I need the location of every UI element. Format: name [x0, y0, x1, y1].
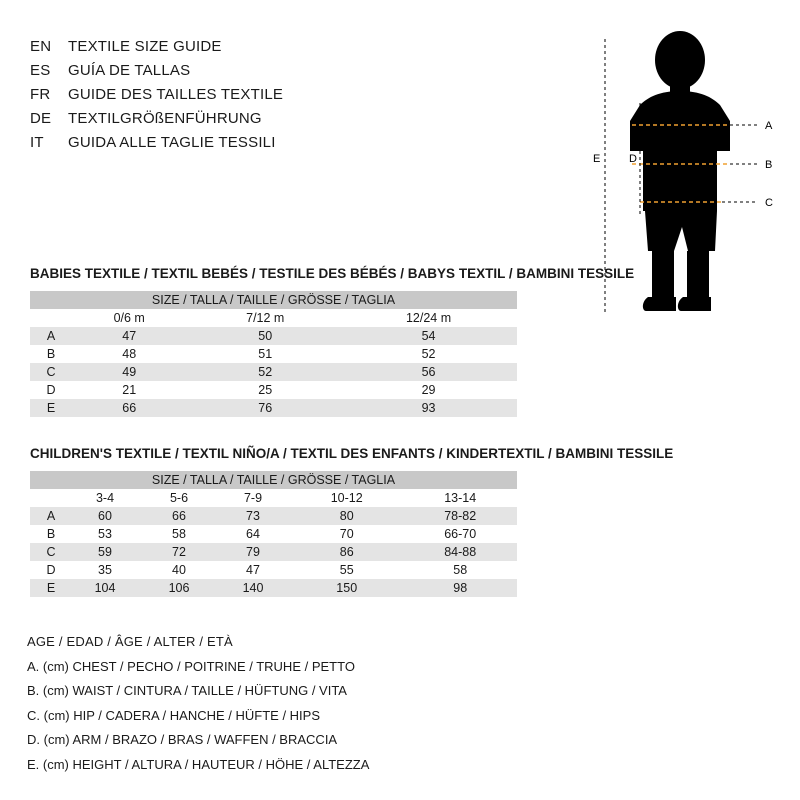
legend-item-hip: C. (cm) HIP / CADERA / HANCHE / HÜFTE / HIPS: [27, 707, 321, 723]
cell: 106: [142, 579, 216, 597]
table-row: [30, 543, 517, 561]
cell: 25: [190, 381, 340, 399]
cell: 78-82: [403, 507, 517, 525]
cell: 59: [68, 543, 142, 561]
table-header-row: [30, 489, 517, 507]
language-code: DE: [30, 110, 52, 127]
cell: 40: [142, 561, 216, 579]
column-header: 5-6: [142, 489, 216, 507]
legend-item-chest: A. (cm) CHEST / PECHO / POITRINE / TRUHE / PETTO: [27, 658, 355, 674]
cell: 53: [68, 525, 142, 543]
babies-size-table: [30, 291, 517, 417]
children-band-label: SIZE / TALLA / TAILLE / GRÖSSE / TAGLIA: [30, 471, 517, 489]
legend-heading: AGE / EDAD / ÂGE / ALTER / ETÀ: [27, 634, 233, 649]
column-header: 12/24 m: [340, 309, 517, 327]
row-label: D: [30, 381, 68, 399]
row-label: C: [30, 363, 68, 381]
row-label: A: [30, 507, 68, 525]
figure-label-c: C: [765, 197, 773, 209]
language-code: IT: [30, 134, 44, 151]
figure-label-b: B: [765, 159, 773, 171]
cell: 66: [68, 399, 190, 417]
row-label: E: [30, 579, 68, 597]
corner-cell: [30, 489, 68, 507]
cell: 64: [216, 525, 290, 543]
table-row: [30, 345, 517, 363]
table-row: [30, 561, 517, 579]
cell: 49: [68, 363, 190, 381]
language-title: GUIDA ALLE TAGLIE TESSILI: [68, 134, 276, 151]
cell: 66: [142, 507, 216, 525]
corner-cell: [30, 309, 68, 327]
cell: 79: [216, 543, 290, 561]
cell: 98: [403, 579, 517, 597]
legend-item-height: E. (cm) HEIGHT / ALTURA / HAUTEUR / HÖHE / ALTEZZA: [27, 756, 370, 772]
cell: 73: [216, 507, 290, 525]
figure-label-e: E: [593, 153, 601, 165]
language-title: GUIDE DES TAILLES TEXTILE: [68, 86, 284, 103]
cell: 29: [340, 381, 517, 399]
cell: 50: [190, 327, 340, 345]
language-row: [30, 86, 450, 110]
legend-item-waist: B. (cm) WAIST / CINTURA / TAILLE / HÜFTUNG / VITA: [27, 683, 347, 698]
language-title: TEXTILGRÖßENFÜHRUNG: [68, 110, 262, 127]
children-size-table: [30, 471, 517, 597]
table-row: [30, 507, 517, 525]
cell: 84-88: [403, 543, 517, 561]
cell: 86: [290, 543, 403, 561]
table-row: [30, 399, 517, 417]
cell: 52: [190, 363, 340, 381]
cell: 35: [68, 561, 142, 579]
cell: 72: [142, 543, 216, 561]
cell: 56: [340, 363, 517, 381]
cell: 51: [190, 345, 340, 363]
children-section-title: CHILDREN'S TEXTILE / TEXTIL NIÑO/A / TEXTIL DES ENFANTS / KINDERTEXTIL / BAMBINI TESSILE: [30, 446, 674, 461]
column-header: 0/6 m: [68, 309, 190, 327]
row-label: C: [30, 543, 68, 561]
legend-block: [27, 630, 369, 777]
cell: 66-70: [403, 525, 517, 543]
cell: 58: [142, 525, 216, 543]
column-header: 7-9: [216, 489, 290, 507]
cell: 76: [190, 399, 340, 417]
cell: 104: [68, 579, 142, 597]
column-header: 10-12: [290, 489, 403, 507]
cell: 52: [340, 345, 517, 363]
row-label: B: [30, 345, 68, 363]
figure-label-a: A: [765, 120, 773, 132]
column-header: 13-14: [403, 489, 517, 507]
language-title: TEXTILE SIZE GUIDE: [68, 38, 222, 55]
babies-band-label: SIZE / TALLA / TAILLE / GRÖSSE / TAGLIA: [30, 291, 517, 309]
cell: 54: [340, 327, 517, 345]
row-label: D: [30, 561, 68, 579]
cell: 47: [216, 561, 290, 579]
cell: 21: [68, 381, 190, 399]
table-band-row: [30, 291, 517, 309]
row-label: E: [30, 399, 68, 417]
language-code: ES: [30, 62, 51, 79]
table-row: [30, 525, 517, 543]
language-row: [30, 62, 450, 86]
language-code: FR: [30, 86, 51, 103]
cell: 48: [68, 345, 190, 363]
table-row: [30, 579, 517, 597]
child-silhouette-icon: [630, 31, 730, 311]
table-band-row: [30, 471, 517, 489]
table-row: [30, 327, 517, 345]
language-title: GUÍA DE TALLAS: [68, 62, 191, 79]
table-row: [30, 381, 517, 399]
column-header: 7/12 m: [190, 309, 340, 327]
table-row: [30, 363, 517, 381]
cell: 60: [68, 507, 142, 525]
babies-section-title: BABIES TEXTILE / TEXTIL BEBÉS / TESTILE DES BÉBÉS / BABYS TEXTIL / BAMBINI TESSILE: [30, 266, 635, 281]
cell: 55: [290, 561, 403, 579]
language-row: [30, 134, 450, 158]
language-row: [30, 110, 450, 134]
column-header: 3-4: [68, 489, 142, 507]
table-header-row: [30, 309, 517, 327]
language-code: EN: [30, 38, 52, 55]
figure-label-d: D: [629, 153, 637, 165]
cell: 47: [68, 327, 190, 345]
row-label: B: [30, 525, 68, 543]
cell: 93: [340, 399, 517, 417]
language-row: [30, 38, 450, 62]
cell: 150: [290, 579, 403, 597]
row-label: A: [30, 327, 68, 345]
cell: 140: [216, 579, 290, 597]
cell: 80: [290, 507, 403, 525]
language-title-block: [30, 38, 450, 158]
cell: 58: [403, 561, 517, 579]
cell: 70: [290, 525, 403, 543]
legend-item-arm: D. (cm) ARM / BRAZO / BRAS / WAFFEN / BRACCIA: [27, 732, 338, 747]
